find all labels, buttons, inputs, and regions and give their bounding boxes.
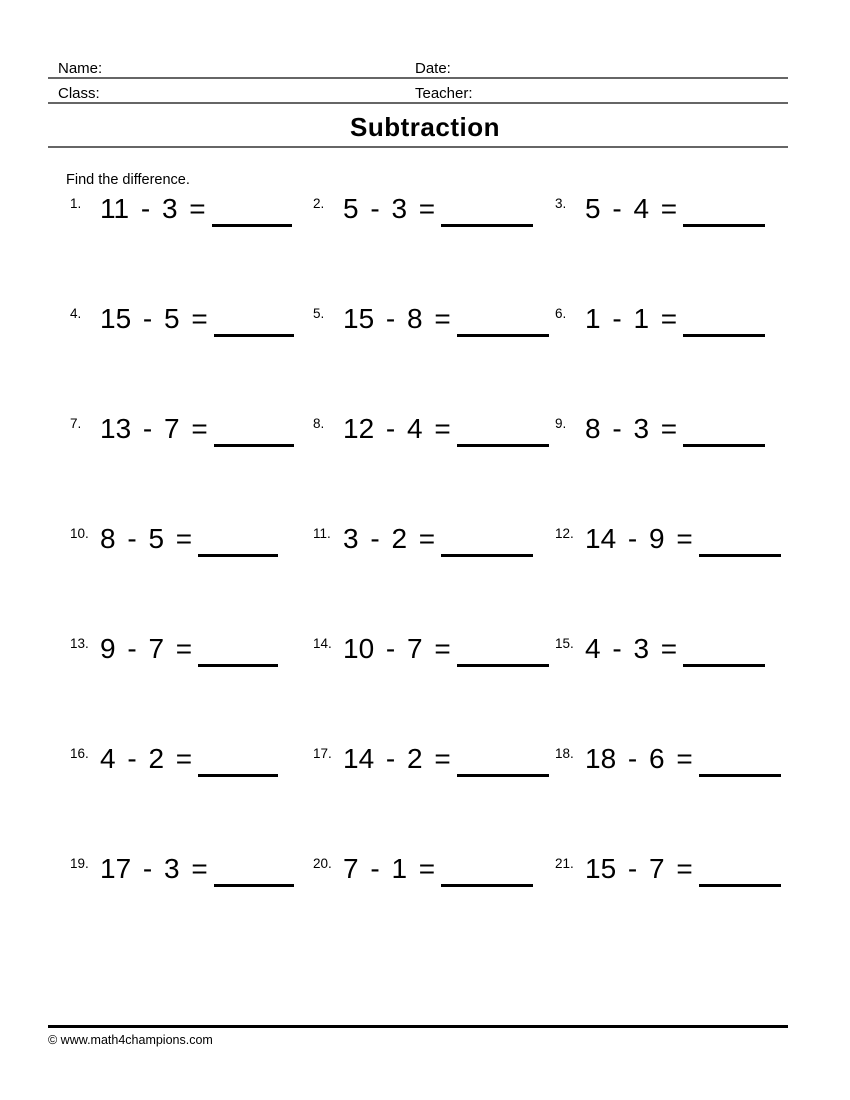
problem-9 <box>555 414 800 524</box>
problem-expression: 12 - 4 = <box>343 413 451 444</box>
problem-expression: 15 - 8 = <box>343 303 451 334</box>
problem-4 <box>70 304 313 414</box>
answer-blank[interactable] <box>683 194 765 227</box>
problem-number: 15. <box>555 636 574 651</box>
class-teacher-row <box>48 83 788 104</box>
problem-expression: 3 - 2 = <box>343 523 436 554</box>
problem-number: 14. <box>313 636 332 651</box>
answer-blank[interactable] <box>699 744 781 777</box>
answer-blank[interactable] <box>457 744 549 777</box>
problem-number: 7. <box>70 416 82 431</box>
teacher-label: Teacher: <box>415 85 473 102</box>
problem-number: 10. <box>70 526 89 541</box>
problem-19 <box>70 854 313 964</box>
problem-16 <box>70 744 313 854</box>
problem-number: 8. <box>313 416 325 431</box>
problem-number: 1. <box>70 196 82 211</box>
class-label: Class: <box>58 85 100 102</box>
answer-blank[interactable] <box>214 414 294 447</box>
problem-6 <box>555 304 800 414</box>
answer-blank[interactable] <box>214 304 294 337</box>
problem-expression: 8 - 5 = <box>100 523 193 554</box>
problem-number: 21. <box>555 856 574 871</box>
answer-blank[interactable] <box>441 524 533 557</box>
answer-blank[interactable] <box>198 634 278 667</box>
answer-blank[interactable] <box>441 854 533 887</box>
title-divider <box>48 146 788 148</box>
problem-expression: 14 - 2 = <box>343 743 451 774</box>
copyright-text: © www.math4champions.com <box>48 1033 213 1047</box>
problem-10 <box>70 524 313 634</box>
problem-expression: 4 - 2 = <box>100 743 193 774</box>
problem-expression: 5 - 3 = <box>343 193 436 224</box>
problem-number: 9. <box>555 416 567 431</box>
problem-20 <box>313 854 555 964</box>
problem-14 <box>313 634 555 744</box>
problem-number: 3. <box>555 196 567 211</box>
problem-3 <box>555 194 800 304</box>
problem-number: 16. <box>70 746 89 761</box>
problem-expression: 5 - 4 = <box>585 193 678 224</box>
problem-number: 6. <box>555 306 567 321</box>
problem-5 <box>313 304 555 414</box>
problem-expression: 4 - 3 = <box>585 633 678 664</box>
problem-number: 4. <box>70 306 82 321</box>
problem-expression: 11 - 3 = <box>100 193 206 224</box>
problem-number: 12. <box>555 526 574 541</box>
answer-blank[interactable] <box>683 634 765 667</box>
problem-expression: 1 - 1 = <box>585 303 678 334</box>
page-title: Subtraction <box>350 112 500 142</box>
problem-number: 13. <box>70 636 89 651</box>
answer-blank[interactable] <box>214 854 294 887</box>
answer-blank[interactable] <box>457 304 549 337</box>
problem-expression: 9 - 7 = <box>100 633 193 664</box>
problem-number: 20. <box>313 856 332 871</box>
problem-number: 17. <box>313 746 332 761</box>
problem-number: 5. <box>313 306 325 321</box>
answer-blank[interactable] <box>699 854 781 887</box>
problem-expression: 14 - 9 = <box>585 523 693 554</box>
problem-expression: 15 - 7 = <box>585 853 693 884</box>
problem-12 <box>555 524 800 634</box>
problem-number: 2. <box>313 196 325 211</box>
problem-expression: 17 - 3 = <box>100 853 208 884</box>
instruction-text: Find the difference. <box>66 172 190 188</box>
problem-2 <box>313 194 555 304</box>
answer-blank[interactable] <box>699 524 781 557</box>
problem-expression: 8 - 3 = <box>585 413 678 444</box>
problem-expression: 13 - 7 = <box>100 413 208 444</box>
problem-7 <box>70 414 313 524</box>
worksheet-header <box>48 58 788 108</box>
problem-21 <box>555 854 800 964</box>
problem-1 <box>70 194 313 304</box>
problem-number: 18. <box>555 746 574 761</box>
problem-17 <box>313 744 555 854</box>
problem-13 <box>70 634 313 744</box>
answer-blank[interactable] <box>212 194 292 227</box>
answer-blank[interactable] <box>683 414 765 447</box>
problem-expression: 10 - 7 = <box>343 633 451 664</box>
problem-11 <box>313 524 555 634</box>
problem-expression: 18 - 6 = <box>585 743 693 774</box>
problem-expression: 7 - 1 = <box>343 853 436 884</box>
answer-blank[interactable] <box>683 304 765 337</box>
answer-blank[interactable] <box>198 524 278 557</box>
footer-divider <box>48 1025 788 1028</box>
problem-number: 11. <box>313 526 331 541</box>
problem-expression: 15 - 5 = <box>100 303 208 334</box>
name-label: Name: <box>58 60 103 77</box>
problem-15 <box>555 634 800 744</box>
problem-number: 19. <box>70 856 89 871</box>
problems-grid <box>70 194 800 964</box>
problem-8 <box>313 414 555 524</box>
answer-blank[interactable] <box>457 634 549 667</box>
answer-blank[interactable] <box>441 194 533 227</box>
date-label: Date: <box>415 60 451 77</box>
name-date-row <box>48 58 788 79</box>
answer-blank[interactable] <box>198 744 278 777</box>
problem-18 <box>555 744 800 854</box>
answer-blank[interactable] <box>457 414 549 447</box>
